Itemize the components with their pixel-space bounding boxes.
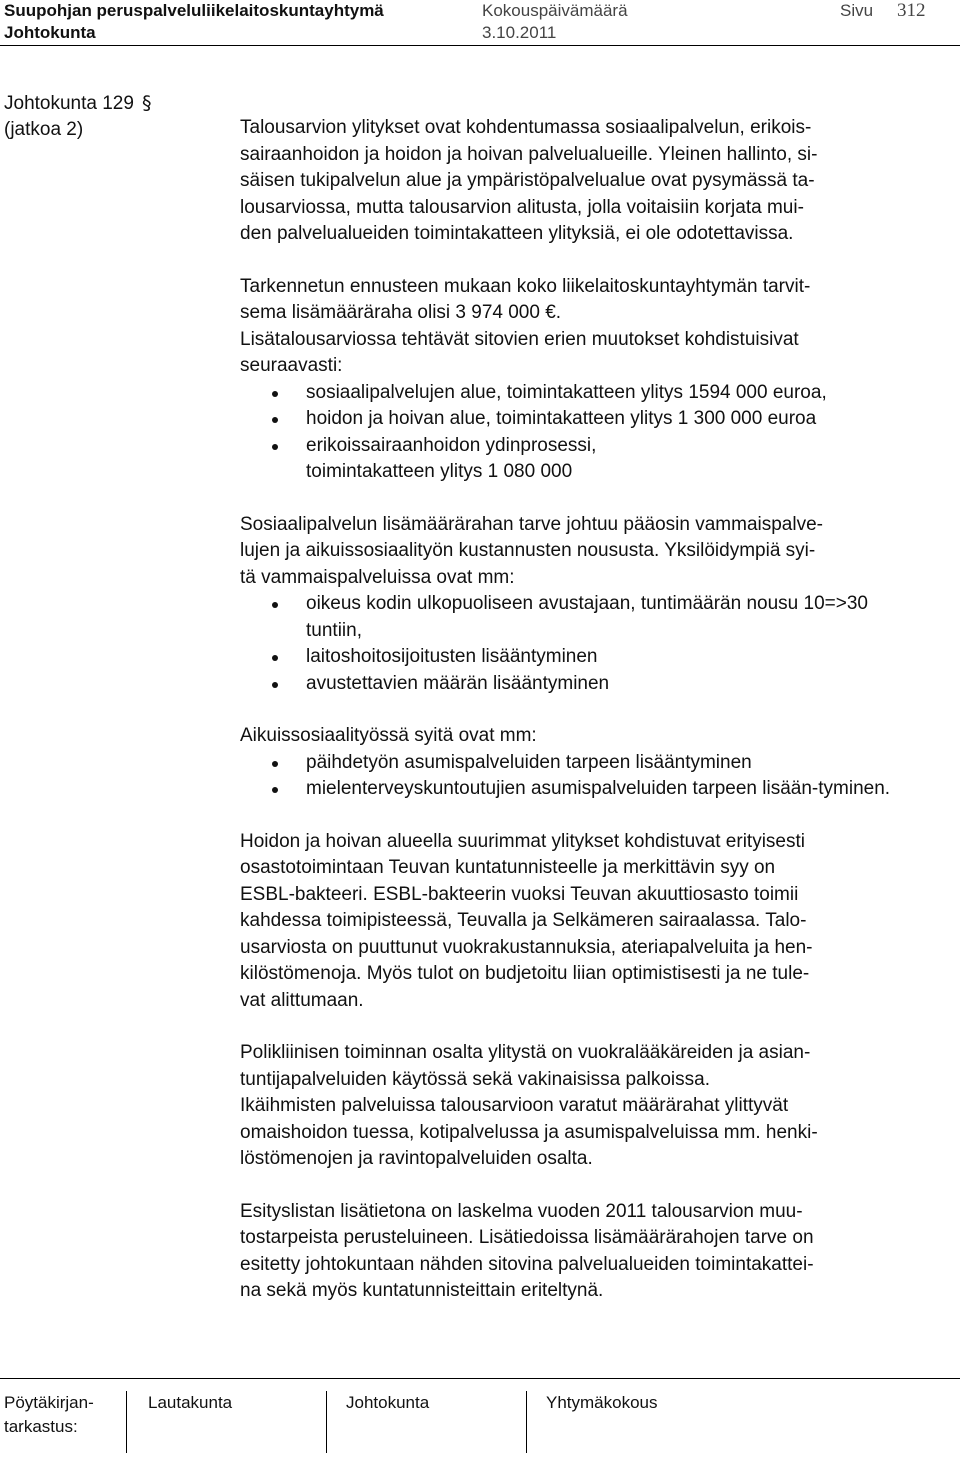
paragraph-forecast <box>240 274 940 380</box>
paragraph-attachment <box>240 1199 940 1305</box>
text-line: omaishoidon tuessa, kotipalvelussa ja asumispalveluissa mm. henki- <box>240 1121 818 1143</box>
text-line: osastotoimintaan Teuvan kuntatunnisteelle ja merkittävin syy on <box>240 857 776 878</box>
text-line: esitetty johtokuntaan nähden sitovina palvelualueiden toimintakattei- <box>240 1253 814 1275</box>
page-header <box>4 0 956 44</box>
review-label-line: Pöytäkirjan- <box>4 1393 94 1412</box>
text-line: kilöstömenoja. Myös tulot on budjetoitu liian optimistisesti ja ne tule- <box>240 963 810 984</box>
list-item: laitoshoitosijoitusten lisääntyminen <box>240 644 940 671</box>
list-item: avustettavien määrän lisääntyminen <box>240 671 940 698</box>
text-line: säisen tukipalvelun alue ja ympäristöpalvelualue ovat pysymässä ta- <box>240 170 815 191</box>
document-body <box>240 115 940 1331</box>
list-item: mielenterveyskuntoutujien asumispalveluiden tarpeen lisään-tyminen. <box>240 776 916 803</box>
text-line: tostarpeista perusteluineen. Lisätiedoissa lisämäärärahojen tarve on <box>240 1227 814 1248</box>
text-line: kahdessa toimipisteessä, Teuvalla ja Selkämeren sairaalassa. Talo- <box>240 910 807 931</box>
footer-divider <box>0 1378 960 1379</box>
paragraph-social-services <box>240 512 940 592</box>
text-line: Talousarvion ylitykset ovat kohdentumassa sosiaalipalvelun, erikois- <box>240 117 812 138</box>
footer-col-yhtymakokous: Yhtymäkokous <box>546 1393 658 1412</box>
text-line: lujen ja aikuissosiaalityön kustannusten noususta. Yksilöidympiä syi- <box>240 540 816 561</box>
text-line: tä vammaispalveluissa ovat mm: <box>240 566 515 588</box>
adult-social-reasons-list <box>240 750 940 803</box>
review-label-line: tarkastus: <box>4 1417 78 1436</box>
text-line: tuntijapalveluiden käytössä sekä vakinaisissa palkoissa. <box>240 1068 710 1090</box>
list-item: oikeus kodin ulkopuoliseen avustajaan, tuntimäärän nousu 10=>30 tuntiin, <box>240 591 906 644</box>
text-line: seuraavasti: <box>240 355 343 376</box>
list-item: hoidon ja hoivan alue, toimintakatteen ylitys 1 300 000 euroa <box>240 406 940 433</box>
text-line: Sosiaalipalvelun lisämäärärahan tarve johtuu pääosin vammaispalve- <box>240 513 823 535</box>
page-label: Sivu <box>840 1 874 20</box>
text-line: ESBL-bakteeri. ESBL-bakteerin vuoksi Teuvan akuuttiosasto toimii <box>240 883 799 905</box>
paragraph-care <box>240 829 940 1015</box>
text-line: löstömenojen ja ravintopalveluiden osalta. <box>240 1148 593 1169</box>
text-line: na sekä myös kuntatunnisteittain eriteltynä. <box>240 1280 604 1301</box>
paragraph-outpatient <box>240 1040 940 1173</box>
text-line: usarviosta on puuttunut vuokrakustannuksia, ateriapalveluita ja hen- <box>240 936 813 958</box>
body-name: Johtokunta <box>4 23 96 42</box>
footer-cell-divider <box>526 1391 527 1453</box>
list-item: päihdetyön asumispalveluiden tarpeen lisääntyminen <box>240 750 940 777</box>
meeting-date-label: Kokouspäivämäärä <box>482 1 628 20</box>
text-line: den palvelualueiden toimintakatteen ylityksiä, ei ole odotettavissa. <box>240 223 794 244</box>
section-mark: § <box>141 92 152 114</box>
list-item: sosiaalipalvelujen alue, toimintakatteen ylitys 1594 000 euroa, <box>240 380 940 407</box>
section-title: Johtokunta 129 <box>4 93 134 114</box>
review-label <box>4 1391 94 1439</box>
footer-cell-divider <box>126 1391 127 1453</box>
organization-name: Suupohjan peruspalveluliikelaitoskuntayhtymä <box>4 1 384 20</box>
meeting-date: 3.10.2011 <box>482 23 557 42</box>
text-line: sema lisämääräraha olisi 3 974 000 €. <box>240 302 562 323</box>
header-divider <box>0 45 960 46</box>
footer-col-lautakunta: Lautakunta <box>148 1393 233 1412</box>
paragraph-overruns <box>240 115 940 248</box>
footer-col-johtokunta: Johtokunta <box>346 1393 430 1412</box>
footer-cell-divider <box>326 1391 327 1453</box>
continuation-note: (jatkoa 2) <box>4 119 84 140</box>
text-line: Lisätalousarviossa tehtävät sitovien erien muutokset kohdistuisivat <box>240 328 799 350</box>
text-line: Hoidon ja hoivan alueella suurimmat ylitykset kohdistuvat erityisesti <box>240 830 805 852</box>
text-line: Ikäihmisten palveluissa talousarvioon varatut määrärahat ylittyvät <box>240 1095 789 1116</box>
text-line: sairaanhoidon ja hoidon ja hoivan palvelualueille. Yleinen hallinto, si- <box>240 143 818 165</box>
text-line: Polikliinisen toiminnan osalta ylitystä on vuokralääkäreiden ja asian- <box>240 1042 811 1063</box>
binding-items-list <box>240 380 940 486</box>
paragraph-adult-social-work: Aikuissosiaalityössä syitä ovat mm: <box>240 725 537 746</box>
section-reference <box>4 90 151 143</box>
list-item: erikoissairaanhoidon ydinprosessi, toimintakatteen ylitys 1 080 000 <box>240 433 636 486</box>
text-line: vat alittumaan. <box>240 989 364 1011</box>
text-line: Tarkennetun ennusteen mukaan koko liikelaitoskuntayhtymän tarvit- <box>240 275 811 297</box>
disability-reasons-list <box>240 591 940 697</box>
text-line: lousarviossa, mutta talousarvion alitusta, jolla voitaisiin korjata mui- <box>240 196 804 218</box>
page-number: 312 <box>897 0 926 21</box>
text-line: Esityslistan lisätietona on laskelma vuoden 2011 talousarvion muu- <box>240 1200 803 1222</box>
